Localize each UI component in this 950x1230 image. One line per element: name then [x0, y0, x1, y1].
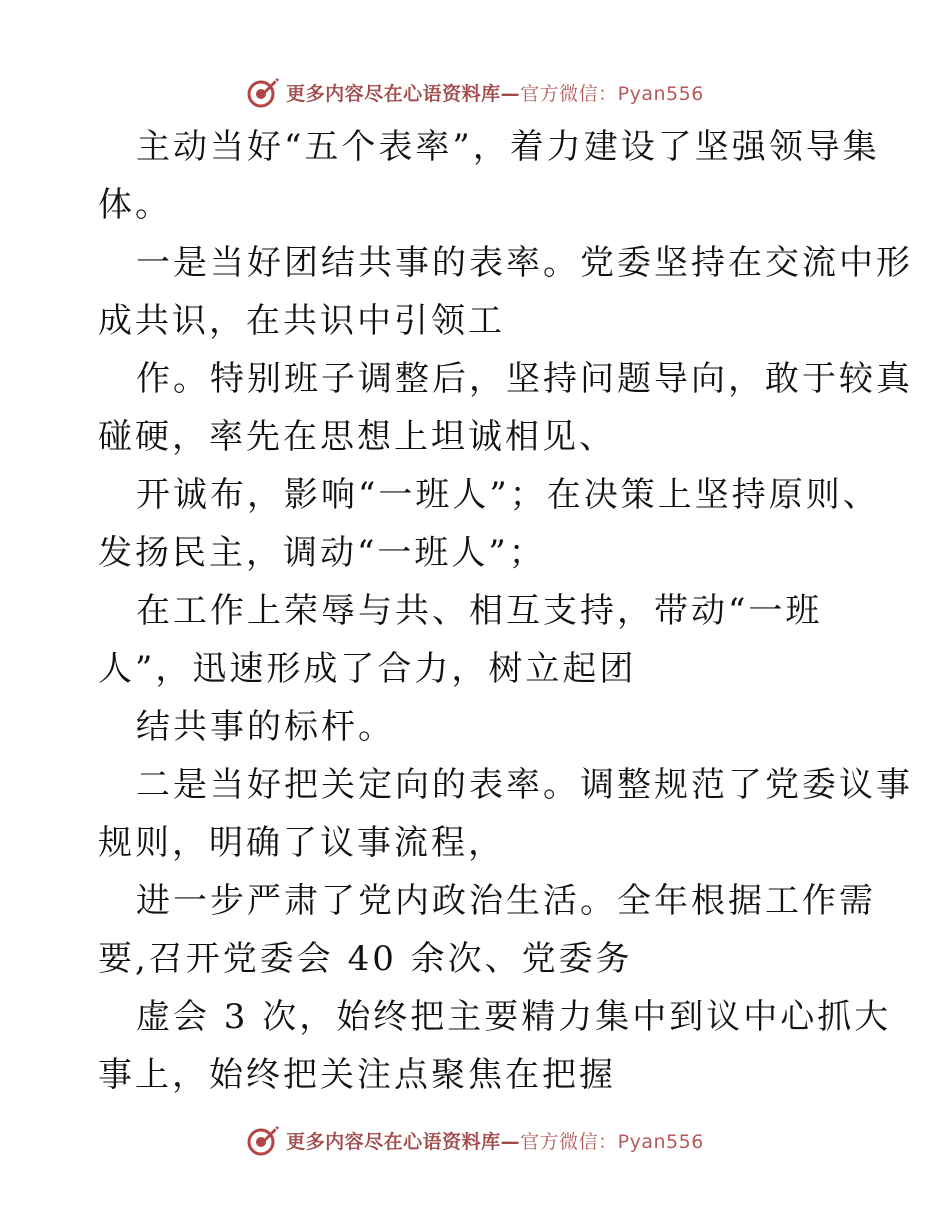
- text-line: 要,召开党委会 40 余次、党委务: [98, 939, 633, 979]
- text-line: 碰硬，率先在思想上坦诚相见、: [98, 417, 616, 457]
- text-line: 二是当好把关定向的表率。调整规范了党委议事: [136, 765, 913, 805]
- text-line: 人”，迅速形成了合力，树立起团: [98, 649, 637, 689]
- footer-banner: [0, 1120, 950, 1160]
- text-line: 主动当好“五个表率”，着力建设了坚强领导集: [136, 127, 880, 167]
- text-line: 开诚布，影响“一班人”；在决策上坚持原则、: [136, 475, 880, 515]
- text-line: 在工作上荣辱与共、相互支持，带动“一班: [136, 591, 823, 631]
- wechat-id: 官方微信：Pyan556: [520, 82, 704, 105]
- text-line: 作。特别班子调整后，坚持问题导向，敢于较真: [136, 359, 913, 399]
- banner-text: 更多内容尽在心语资料库—官方微信：Pyan556: [286, 82, 704, 105]
- pen-logo-icon: [246, 1123, 280, 1157]
- text-line: 虚会 3 次，始终把主要精力集中到议中心抓大: [136, 997, 892, 1037]
- text-line: 事上，始终把关注点聚焦在把握: [98, 1055, 616, 1095]
- pen-logo-icon: [246, 75, 280, 109]
- text-line: 发扬民主，调动“一班人”；: [98, 533, 546, 573]
- text-line: 结共事的标杆。: [136, 707, 395, 747]
- header-banner: [0, 72, 950, 112]
- text-line: 规则，明确了议事流程，: [98, 823, 505, 863]
- text-line: 体。: [98, 185, 172, 225]
- wechat-id: 官方微信：Pyan556: [520, 1130, 704, 1153]
- text-line: 进一步严肃了党内政治生活。全年根据工作需: [136, 881, 876, 921]
- text-line: 一是当好团结共事的表率。党委坚持在交流中形: [136, 243, 913, 283]
- text-line: 成共识，在共识中引领工: [98, 301, 505, 341]
- document-body: [98, 118, 913, 1104]
- banner-text: 更多内容尽在心语资料库—官方微信：Pyan556: [286, 1130, 704, 1153]
